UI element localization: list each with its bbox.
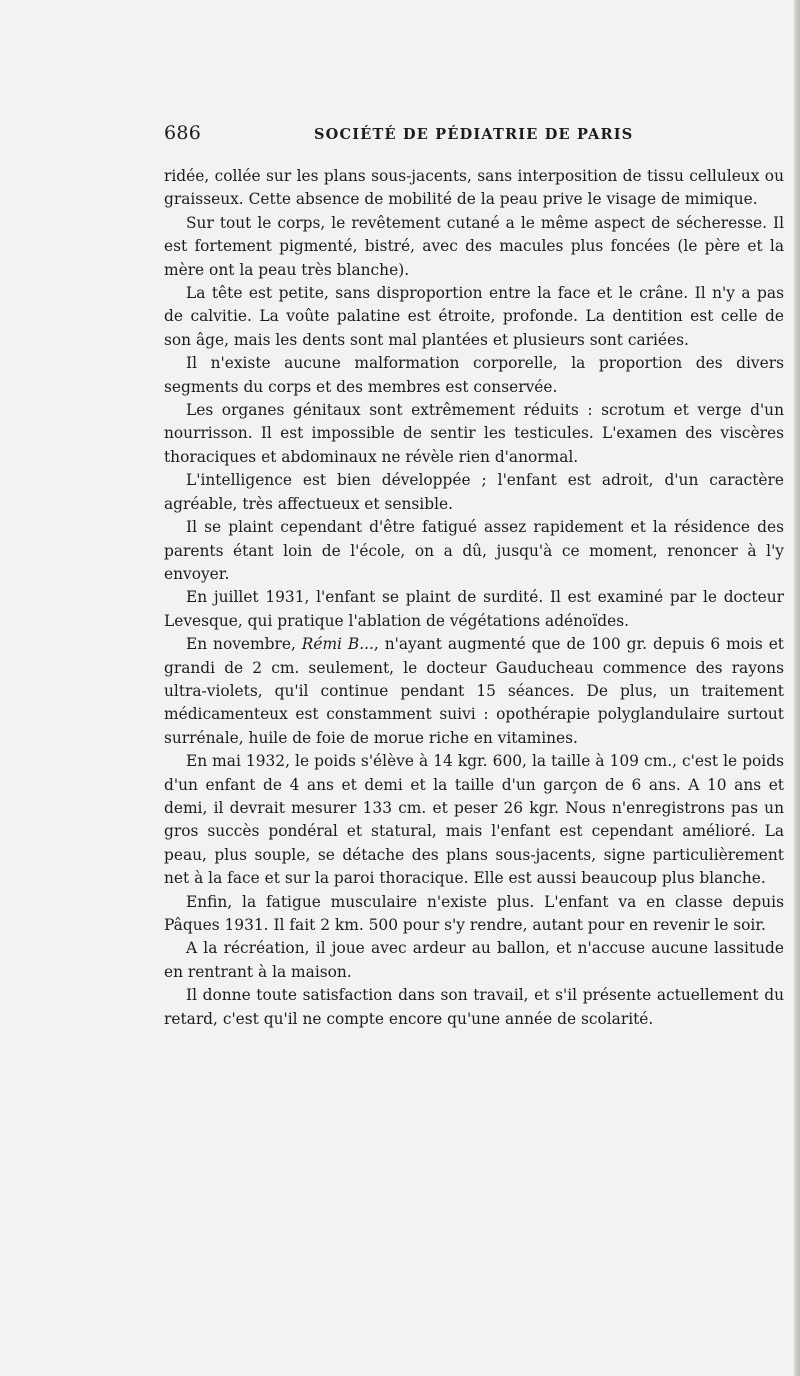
paragraph-8: En juillet 1931, l'enfant se plaint de surdité. Il est examiné par le docteur Levesque, qui pratique l'ablation de végétations adénoïdes.: [164, 588, 784, 630]
paragraph-12: A la récréation, il joue avec ardeur au ballon, et n'accuse aucune lassitude en rentrant à la maison.: [164, 939, 784, 981]
paragraph-2: Sur tout le corps, le revêtement cutané a le même aspect de sécheresse. Il est fortement pigmenté, bistré, avec des macules plus foncées (le père et la mère ont la peau très blanche).: [164, 213, 784, 279]
paragraph-3: La tête est petite, sans disproportion entre la face et le crâne. Il n'y a pas de calvitie. La voûte palatine est étroite, profonde. La dentition est celle de son âge, mais les dents sont mal plantées et plusieurs sont cariées.: [164, 284, 784, 349]
paragraph-9-rest: , n'ayant augmenté que de 100 gr. depuis 6 mois et grandi de 2 cm. seulement, le docteur Gauducheau commence des rayons ultra-violets, qu'il continue pendant 15 séances. De plus, un traitement médicamenteux est constamment suivi : opothérapie polyglandulaire surtout surrénale, huile de foie de morue riche en vitamines.: [164, 635, 784, 747]
body-text: [164, 165, 784, 1031]
paragraph-10: En mai 1932, le poids s'élève à 14 kgr. 600, la taille à 109 cm., c'est le poids d'un enfant de 4 ans et demi et la taille d'un garçon de 6 ans. A 10 ans et demi, il devrait mesurer 133 cm. et peser 26 kgr. Nous n'enregistrons pas un gros succès pondéral et statural, mais l'enfant est cependant amélioré. La peau, plus souple, se détache des plans sous-jacents, signe particulièrement net à la face et sur la paroi thoracique. Elle est aussi beaucoup plus blanche.: [164, 752, 784, 888]
paragraph-9-start: En novembre,: [186, 635, 302, 654]
paragraph-6: L'intelligence est bien développée ; l'enfant est adroit, d'un caractère agréable, très affectueux et sensible.: [164, 471, 784, 513]
page-edge-shadow: [794, 0, 800, 1376]
paragraph-1: ridée, collée sur les plans sous-jacents, sans interposition de tissu celluleux ou graisseux. Cette absence de mobilité de la peau prive le visage de mimique.: [164, 167, 784, 209]
paragraph-5: Les organes génitaux sont extrêmement réduits : scrotum et verge d'un nourrisson. Il est impossible de sentir les testicules. L'examen des viscères thoraciques et abdominaux ne révèle rien d'anormal.: [164, 401, 784, 466]
paragraph-7: Il se plaint cependant d'être fatigué assez rapidement et la résidence des parents étant loin de l'école, on a dû, jusqu'à ce moment, renoncer à l'y envoyer.: [164, 518, 784, 583]
paragraph-11: Enfin, la fatigue musculaire n'existe plus. L'enfant va en classe depuis Pâques 1931. Il fait 2 km. 500 pour s'y rendre, autant pour en revenir le soir.: [164, 892, 784, 934]
patient-name: Rémi B...: [301, 635, 374, 654]
paragraph-13: Il donne toute satisfaction dans son travail, et s'il présente actuellement du retard, c'est qu'il ne compte encore qu'une année de scolarité.: [164, 986, 784, 1028]
paragraph-9: [164, 633, 784, 750]
page-number: 686: [164, 122, 202, 144]
page-header: [164, 122, 790, 150]
running-title: SOCIÉTÉ DE PÉDIATRIE DE PARIS: [314, 126, 634, 143]
paragraph-4: Il n'existe aucune malformation corporelle, la proportion des divers segments du corps et des membres est conservée.: [164, 354, 784, 396]
